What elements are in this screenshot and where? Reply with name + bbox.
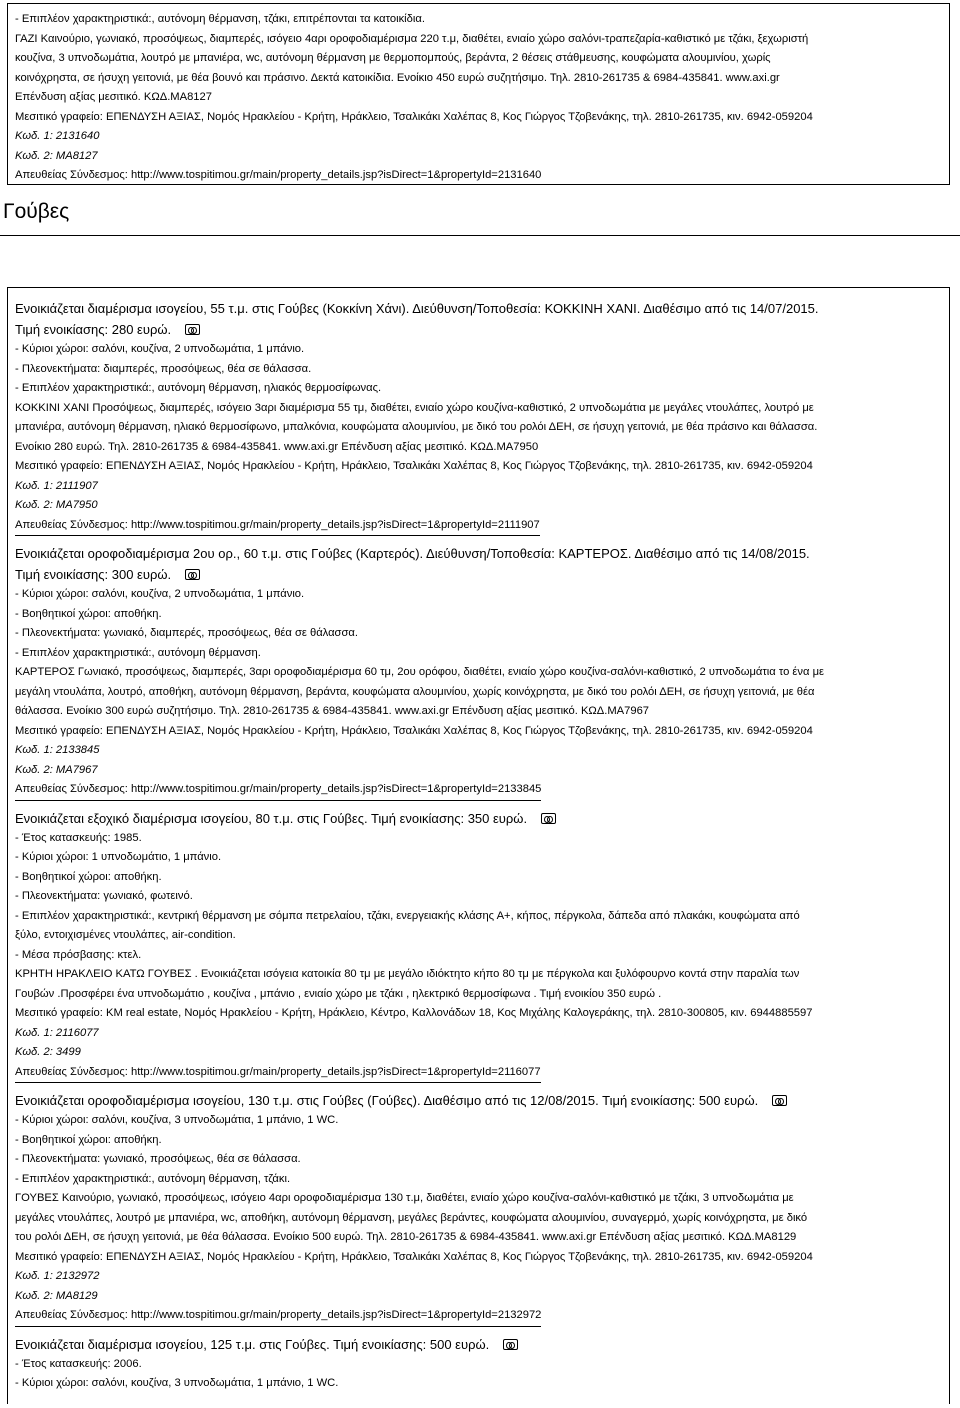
description-line: ΚΑΡΤΕΡΟΣ Γωνιακό, προσόψεως, διαμπερές, 3αρι οροφοδιαμέρισμα 60 τμ, 2ου ορόφου, διαθέτει, ενιαίο χώρο κουζίνα-σαλόνι-καθιστικό, 2 υπνοδωμάτια το ένα με bbox=[15, 666, 825, 678]
listings-box bbox=[7, 287, 950, 1404]
feature-line: - Βοηθητικοί χώροι: αποθήκη. bbox=[15, 607, 162, 620]
code2: Κωδ. 2: ΜΑ8127 bbox=[15, 149, 98, 162]
listing-title-line bbox=[15, 298, 941, 319]
code2: Κωδ. 2: ΜΑ7967 bbox=[15, 763, 98, 776]
previous-listing-box bbox=[7, 3, 950, 185]
listing bbox=[15, 543, 941, 801]
code2: Κωδ. 2: 3499 bbox=[15, 1046, 81, 1058]
description-line: μπανιέρα, αυτόνομη θέρμανση, ηλιακό θερμοσίφωνο, μπαλκόνια, κουφώματα αλουμινίου, με δικό του ρολόι ΔΕΗ, σε ήσυχη γειτονιά, με θέα πράσινο και θάλασσα. bbox=[15, 421, 818, 433]
listing bbox=[15, 1090, 941, 1327]
feature-line: - Επιπλέον χαρακτηριστικά:, αυτόνομη θέρμανση. bbox=[15, 646, 261, 659]
direct-link[interactable]: Απευθείας Σύνδεσμος: http://www.tospitimou.gr/main/property_details.jsp?isDirect=1&propertyId=2132972 bbox=[15, 1306, 941, 1327]
listing-price: Τιμή ενοικίασης: 280 ευρώ. bbox=[15, 322, 172, 337]
description-line: ΓΟΥΒΕΣ Καινούριο, γωνιακό, προσόψεως, ισόγειο 4αρι οροφοδιαμέρισμα 130 τ.μ, διαθέτει, ενιαίο χώρο κουζίνα-σαλόνι-καθιστικό με τζάκι, 3 υπνοδωμάτια με bbox=[15, 1192, 794, 1204]
feature-line: - Πλεονεκτήματα: γωνιακό, προσόψεως, θέα σε θάλασσα. bbox=[15, 1153, 301, 1165]
feature-line: - Πλεονεκτήματα: διαμπερές, προσόψεως, θέα σε θάλασσα. bbox=[15, 362, 312, 375]
description-line: Ενοίκιο 280 ευρώ. Τηλ. 2810-261735 & 6984-435841. www.axi.gr Επένδυση αξίας μεσιτικό. ΚΩΔ.ΜΑ7950 bbox=[15, 440, 539, 453]
description-line: Μεσιτικό γραφείο: ΕΠΕΝΔΥΣΗ ΑΞΙΑΣ, Νομός Ηρακλείου - Κρήτη, Ηράκλειο, Τσαλικάκι Χαλέπας 8, Κος Γιώργος Τζοβενάκης, τηλ. 2810-261735, κιν. 6942-059204 bbox=[15, 1250, 813, 1263]
description-line: Μεσιτικό γραφείο: KM real estate, Νομός Ηρακλείου - Κρήτη, Ηράκλειο, Κέντρο, Καλλονάδων 18, Κος Μιχάλης Καλογεράκης, τηλ. 2810-300805, κιν. 6944885597 bbox=[15, 1007, 813, 1019]
code2: Κωδ. 2: ΜΑ7950 bbox=[15, 499, 98, 511]
listing-title-line bbox=[15, 808, 941, 829]
listing bbox=[15, 298, 941, 536]
feature-line: - Κύριοι χώροι: 1 υπνοδωμάτιο, 1 μπάνιο. bbox=[15, 851, 222, 863]
agency-line: Μεσιτικό γραφείο: ΕΠΕΝΔΥΣΗ ΑΞΙΑΣ, Νομός Ηρακλείου - Κρήτη, Ηράκλειο, Τσαλικάκι Χαλέπας 8, Κος Γιώργος Τζοβενάκης, τηλ. 2810-261735, κιν. 6942-059204 bbox=[15, 110, 813, 123]
code1: Κωδ. 1: 2131640 bbox=[15, 130, 100, 142]
direct-link[interactable]: Απευθείας Σύνδεσμος: http://www.tospitimou.gr/main/property_details.jsp?isDirect=1&propertyId=2133845 bbox=[15, 780, 941, 801]
listing-price-line bbox=[15, 564, 941, 585]
feature-line: - Επιπλέον χαρακτηριστικά:, αυτόνομη θέρμανση, τζάκι. bbox=[15, 1172, 291, 1185]
contact-icon[interactable] bbox=[185, 324, 200, 335]
direct-link[interactable]: Απευθείας Σύνδεσμος: http://www.tospitimou.gr/main/property_details.jsp?isDirect=1&propertyId=2111907 bbox=[15, 516, 941, 537]
description-line: Μεσιτικό γραφείο: ΕΠΕΝΔΥΣΗ ΑΞΙΑΣ, Νομός Ηρακλείου - Κρήτη, Ηράκλειο, Τσαλικάκι Χαλέπας 8, Κος Γιώργος Τζοβενάκης, τηλ. 2810-261735, κιν. 6942-059204 bbox=[15, 460, 813, 472]
description-line: μεγάλη ντουλάπα, λουτρό, αποθήκη, αυτόνομη θέρμανση, βεράντα, κουφώματα αλουμινίου, χωρίς κοινόχρηστα, με δικό του ρολόι ΔΕΗ, σε ήσυχη γειτονιά, με θέα bbox=[15, 685, 815, 698]
listing-title[interactable]: Ενοικιάζεται οροφοδιαμέρισμα ισογείου, 130 τ.μ. στις Γούβες (Γούβες). Διαθέσιμο από τις 12/08/2015. Τιμή ενοικίασης: 500 ευρώ. bbox=[15, 1093, 759, 1108]
contact-icon[interactable] bbox=[503, 1339, 518, 1350]
code1: Κωδ. 1: 2132972 bbox=[15, 1270, 100, 1282]
description-line: ΚΟΚΚΙΝΙ ΧΑΝΙ Προσόψεως, διαμπερές, ισόγειο 3αρι διαμέρισμα 55 τμ, διαθέτει, ενιαίο χώρο κουζίνα-καθιστικό, 2 υπνοδωμάτια με μεγάλες ντουλάπες, λουτρό με bbox=[15, 401, 814, 414]
description-line: Μεσιτικό γραφείο: ΕΠΕΝΔΥΣΗ ΑΞΙΑΣ, Νομός Ηρακλείου - Κρήτη, Ηράκλειο, Τσαλικάκι Χαλέπας 8, Κος Γιώργος Τζοβενάκης, τηλ. 2810-261735, κιν. 6942-059204 bbox=[15, 724, 813, 737]
feature-line: - Επιπλέον χαρακτηριστικά:, αυτόνομη θέρμανση, ηλιακός θερμοσίφωνας. bbox=[15, 382, 382, 394]
description-line: του ρολόι ΔΕΗ, σε ήσυχη γειτονιά, με θέα θάλασσα. Ενοίκιο 500 ευρώ. Τηλ. 2810-261735 & 6984-435841. www.axi.gr Επένδυση αξίας μεσιτικό. ΚΩΔ.ΜΑ8129 bbox=[15, 1231, 797, 1243]
listing bbox=[15, 808, 941, 1084]
code1: Κωδ. 1: 2133845 bbox=[15, 744, 100, 756]
divider bbox=[0, 235, 960, 236]
listing-title-line bbox=[15, 1090, 941, 1111]
direct-link[interactable]: Απευθείας Σύνδεσμος: http://www.tospitimou.gr/main/property_details.jsp?isDirect=1&propertyId=2116077 bbox=[15, 1063, 941, 1084]
listing-price-line bbox=[15, 319, 941, 340]
listing-title-line bbox=[15, 1334, 941, 1355]
code1: Κωδ. 1: 2111907 bbox=[15, 479, 98, 492]
feature-line: - Κύριοι χώροι: σαλόνι, κουζίνα, 2 υπνοδωμάτια, 1 μπάνιο. bbox=[15, 588, 305, 600]
description-line: θάλασσα. Ενοίκιο 300 ευρώ συζητήσιμο. Τηλ. 2810-261735 & 6984-435841. www.axi.gr Επένδυση αξίας μεσιτικό. ΚΩΔ.ΜΑ7967 bbox=[15, 705, 650, 717]
feature-line: - Πλεονεκτήματα: γωνιακό, φωτεινό. bbox=[15, 890, 193, 902]
contact-icon[interactable] bbox=[185, 569, 200, 580]
code1: Κωδ. 1: 2116077 bbox=[15, 1026, 99, 1039]
feature-line: ξύλο, εντοιχισμένες ντουλάπες, air-condition. bbox=[15, 929, 236, 941]
description-line: Γουβών .Προσφέρει ένα υπνοδωμάτιο , κουζίνα , μπάνιο , ενιαίο χώρο με τζάκι , ηλεκτρικό θερμοσίφωνα . Τιμή ενοικίου 350 ευρώ . bbox=[15, 987, 662, 1000]
feature-line: - Έτος κατασκευής: 2006. bbox=[15, 1357, 142, 1370]
listing-title[interactable]: Ενοικιάζεται οροφοδιαμέρισμα 2ου ορ., 60 τ.μ. στις Γούβες (Καρτερός). Διεύθυνση/Τοποθεσία: ΚΑΡΤΕΡΟΣ. Διαθέσιμο από τις 14/08/2015. bbox=[15, 546, 810, 561]
description-line: ΚΡΗΤΗ ΗΡΑΚΛΕΙΟ ΚΑΤΩ ΓΟΥΒΕΣ . Ενοικιάζεται ισόγεια κατοικία 80 τμ με μεγάλο ιδιόκτητο κήπο 80 τμ με πέργκολα και ξυλόφουρνο κοντά στην παραλία των bbox=[15, 968, 800, 980]
description-line: κουζίνα, 3 υπνοδωμάτια, λουτρό με μπανιέρα, wc, αυτόνομη θέρμανση με θερμοπομπούς, βεράντα, 2 θέσεις στάθμευσης, κουφώματα αλουμινίου, χωρίς bbox=[15, 52, 771, 64]
listings-container bbox=[15, 298, 941, 1394]
feature-line: - Μέσα πρόσβασης: κτελ. bbox=[15, 948, 142, 961]
section-heading: Γούβες bbox=[3, 200, 70, 223]
listing-title[interactable]: Ενοικιάζεται διαμέρισμα ισογείου, 55 τ.μ. στις Γούβες (Κοκκίνη Χάνι). Διεύθυνση/Τοποθεσία: ΚΟΚΚΙΝΗ ΧΑΝΙ. Διαθέσιμο από τις 14/07/2015. bbox=[15, 301, 819, 316]
listing-title-line bbox=[15, 543, 941, 564]
description-line: μεγάλες ντουλάπες, λουτρό με μπανιέρα, wc, αποθήκη, αυτόνομη θέρμανση, μεγάλες βεράντες, κουφώματα αλουμινίου, συναγερμό, χωρίς κοινόχρηστα, με δικό bbox=[15, 1211, 808, 1224]
listing bbox=[15, 1334, 941, 1394]
code2: Κωδ. 2: ΜΑ8129 bbox=[15, 1289, 98, 1302]
description-line: Επένδυση αξίας μεσιτικό. ΚΩΔ.ΜΑ8127 bbox=[15, 91, 212, 103]
feature-line: - Έτος κατασκευής: 1985. bbox=[15, 831, 142, 844]
listing-title[interactable]: Ενοικιάζεται διαμέρισμα ισογείου, 125 τ.μ. στις Γούβες. Τιμή ενοικίασης: 500 ευρώ. bbox=[15, 1336, 490, 1352]
feature-line: - Κύριοι χώροι: σαλόνι, κουζίνα, 3 υπνοδωμάτια, 1 μπάνιο, 1 WC. bbox=[15, 1377, 339, 1389]
feature-line: - Βοηθητικοί χώροι: αποθήκη. bbox=[15, 1133, 162, 1146]
feature-line: - Κύριοι χώροι: σαλόνι, κουζίνα, 3 υπνοδωμάτια, 1 μπάνιο, 1 WC. bbox=[15, 1114, 339, 1126]
feature-line: - Επιπλέον χαρακτηριστικά:, αυτόνομη θέρμανση, τζάκι, επιτρέπονται τα κατοικίδια. bbox=[15, 13, 425, 25]
listing-price: Τιμή ενοικίασης: 300 ευρώ. bbox=[15, 567, 172, 582]
feature-line: - Πλεονεκτήματα: γωνιακό, διαμπερές, προσόψεως, θέα σε θάλασσα. bbox=[15, 627, 358, 639]
feature-line: - Κύριοι χώροι: σαλόνι, κουζίνα, 2 υπνοδωμάτια, 1 μπάνιο. bbox=[15, 343, 305, 355]
direct-link[interactable]: Απευθείας Σύνδεσμος: http://www.tospitimou.gr/main/property_details.jsp?isDirect=1&propertyId=2131640 bbox=[15, 169, 542, 181]
listing-title[interactable]: Ενοικιάζεται εξοχικό διαμέρισμα ισογείου, 80 τ.μ. στις Γούβες. Τιμή ενοικίασης: 350 ευρώ. bbox=[15, 810, 528, 826]
feature-line: - Επιπλέον χαρακτηριστικά:, κεντρική θέρμανση με σόμπα πετρελαίου, τζάκι, ενεργειακής κλάσης Α+, κήπος, πέργκολα, δάπεδα από πλακάκι, κουφώματα από bbox=[15, 909, 800, 922]
feature-line: - Βοηθητικοί χώροι: αποθήκη. bbox=[15, 870, 162, 883]
contact-icon[interactable] bbox=[772, 1095, 787, 1106]
contact-icon[interactable] bbox=[541, 813, 556, 824]
description-line: κοινόχρηστα, σε ήσυχη γειτονιά, με θέα βουνό και πράσινο. Δεκτά κατοικίδια. Ενοίκιο 450 ευρώ συζητήσιμο. Τηλ. 2810-261735 & 6984-435841. www.axi.gr bbox=[15, 71, 780, 84]
description-line: ΓΑΖΙ Καινούριο, γωνιακό, προσόψεως, διαμπερές, ισόγειο 4αρι οροφοδιαμέρισμα 220 τ.μ, διαθέτει, ενιαίο χώρο σαλόνι-τραπεζαρία-καθιστικό με τζάκι, ξεχωριστή bbox=[15, 32, 809, 45]
